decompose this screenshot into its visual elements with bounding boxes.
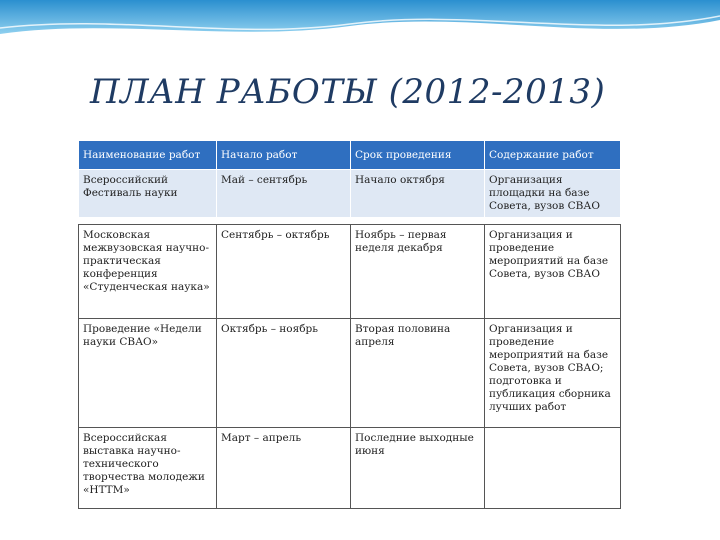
header-content: Содержание работ xyxy=(485,141,621,170)
table-row xyxy=(79,428,621,509)
row-gap xyxy=(79,218,621,225)
cell-content xyxy=(485,428,621,509)
cell-name: Всероссийская выставка научно-технического творчества молодежи «НТТМ» xyxy=(79,428,217,509)
table-header-row xyxy=(79,141,621,170)
cell-content: Организация площадки на базе Совета, вузов СВАО xyxy=(485,170,621,218)
work-plan-table xyxy=(78,140,621,509)
cell-period: Последние выходные июня xyxy=(351,428,485,509)
cell-period: Начало октября xyxy=(351,170,485,218)
slide-title: ПЛАН РАБОТЫ (2012-2013) xyxy=(90,72,606,112)
cell-start: Сентябрь – октябрь xyxy=(217,225,351,319)
cell-content: Организация и проведение мероприятий на базе Совета, вузов СВАО xyxy=(485,225,621,319)
header-period: Срок проведения xyxy=(351,141,485,170)
cell-start: Май – сентябрь xyxy=(217,170,351,218)
decorative-wave-banner xyxy=(0,0,720,54)
cell-name: Проведение «Недели науки СВАО» xyxy=(79,319,217,428)
cell-content: Организация и проведение мероприятий на базе Совета, вузов СВАО; подготовка и публикация сборника лучших работ xyxy=(485,319,621,428)
cell-name: Московская межвузовская научно-практическая конференция «Студенческая наука» xyxy=(79,225,217,319)
cell-name: Всероссийский Фестиваль науки xyxy=(79,170,217,218)
table-row xyxy=(79,170,621,218)
header-start: Начало работ xyxy=(217,141,351,170)
cell-start: Октябрь – ноябрь xyxy=(217,319,351,428)
cell-start: Март – апрель xyxy=(217,428,351,509)
cell-period: Вторая половина апреля xyxy=(351,319,485,428)
table-row xyxy=(79,319,621,428)
cell-period: Ноябрь – первая неделя декабря xyxy=(351,225,485,319)
header-name: Наименование работ xyxy=(79,141,217,170)
table-row xyxy=(79,225,621,319)
